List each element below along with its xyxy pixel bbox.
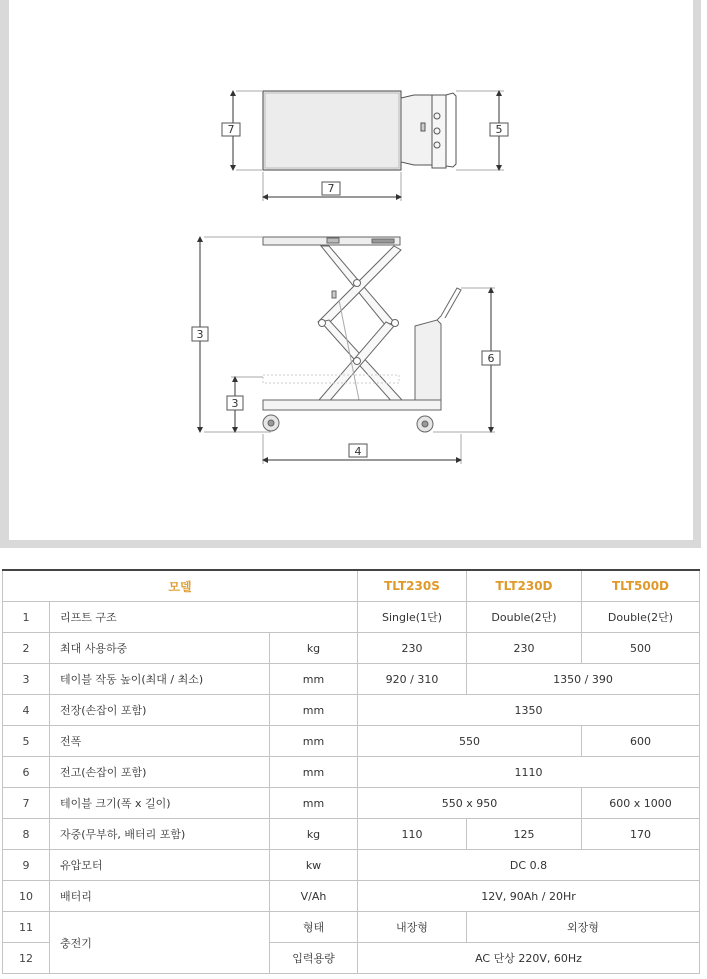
row-value: 12V, 90Ah / 20Hr: [358, 881, 700, 912]
model-column-header: TLT500D: [582, 570, 700, 602]
row-item: 전고(손잡이 포함): [50, 757, 270, 788]
model-header: 모델: [3, 570, 358, 602]
row-number: 12: [3, 943, 50, 974]
table-row: [3, 912, 700, 943]
row-value: 230: [467, 633, 582, 664]
spec-table: [2, 569, 700, 974]
row-value: 550: [358, 726, 582, 757]
table-row: [3, 664, 700, 695]
side-view-handle: [437, 288, 461, 320]
row-value: 550 x 950: [358, 788, 582, 819]
table-row: [3, 881, 700, 912]
side-view: [200, 237, 495, 464]
table-row: [3, 819, 700, 850]
top-view: [233, 91, 504, 201]
side-view-dim-max-height: [192, 327, 208, 341]
row-value: Single(1단): [358, 602, 467, 633]
model-column-header: TLT230S: [358, 570, 467, 602]
row-number: 9: [3, 850, 50, 881]
row-unit: mm: [270, 664, 358, 695]
row-item: 자중(무부하, 배터리 포함): [50, 819, 270, 850]
row-value: Double(2단): [467, 602, 582, 633]
row-number: 5: [3, 726, 50, 757]
row-value: 외장형: [467, 912, 700, 943]
row-item: 전폭: [50, 726, 270, 757]
dim-label: 7: [327, 182, 335, 195]
row-unit: kg: [270, 633, 358, 664]
row-unit: mm: [270, 788, 358, 819]
row-number: 8: [3, 819, 50, 850]
drawing-area: [9, 0, 693, 540]
row-value: 920 / 310: [358, 664, 467, 695]
row-unit: mm: [270, 726, 358, 757]
model-column-header: TLT230D: [467, 570, 582, 602]
table-row: [3, 695, 700, 726]
row-value: 500: [582, 633, 700, 664]
row-item: 테이블 크기(폭 x 길이): [50, 788, 270, 819]
row-item: 리프트 구조: [50, 602, 358, 633]
row-number: 3: [3, 664, 50, 695]
row-value: 125: [467, 819, 582, 850]
row-value: 1110: [358, 757, 700, 788]
row-unit: mm: [270, 757, 358, 788]
row-item: 배터리: [50, 881, 270, 912]
top-view-dim-height: [222, 123, 240, 136]
row-number: 10: [3, 881, 50, 912]
top-view-table: [263, 91, 401, 170]
table-row: [3, 726, 700, 757]
dim-label: 7: [227, 123, 235, 136]
table-row: [3, 633, 700, 664]
table-header-row: [3, 570, 700, 602]
row-unit: kg: [270, 819, 358, 850]
side-view-mast: [415, 320, 441, 400]
side-view-dim-min-height: [227, 396, 243, 410]
table-row: [3, 788, 700, 819]
row-value: Double(2단): [582, 602, 700, 633]
side-view-dim-handle-height: [482, 351, 500, 365]
technical-drawing: [9, 0, 693, 540]
dim-label: 3: [196, 328, 204, 341]
row-number: 6: [3, 757, 50, 788]
row-value: 내장형: [358, 912, 467, 943]
table-row: [3, 850, 700, 881]
table-row: [3, 757, 700, 788]
top-view-dim-handle: [490, 123, 508, 136]
row-value: 230: [358, 633, 467, 664]
dim-label: 3: [231, 397, 239, 410]
row-item: 유압모터: [50, 850, 270, 881]
top-view-base: [401, 95, 432, 165]
dim-label: 5: [495, 123, 503, 136]
dim-label: 6: [487, 352, 495, 365]
dim-label: 4: [354, 445, 362, 458]
top-view-handle: [446, 93, 456, 167]
row-item: 전장(손잡이 포함): [50, 695, 270, 726]
row-unit: V/Ah: [270, 881, 358, 912]
row-unit: mm: [270, 695, 358, 726]
row-value: AC 단상 220V, 60Hz: [358, 943, 700, 974]
row-value: 110: [358, 819, 467, 850]
side-view-dim-length: [349, 444, 367, 458]
row-number: 7: [3, 788, 50, 819]
row-item: 테이블 작동 높이(최대 / 최소): [50, 664, 270, 695]
side-view-base: [263, 400, 441, 410]
row-number: 2: [3, 633, 50, 664]
table-row: [3, 602, 700, 633]
row-unit: kw: [270, 850, 358, 881]
row-value: 170: [582, 819, 700, 850]
row-number: 1: [3, 602, 50, 633]
row-unit: 입력용량: [270, 943, 358, 974]
row-item: 충전기: [50, 912, 270, 974]
top-view-dim-width: [322, 182, 340, 195]
row-item: 최대 사용하중: [50, 633, 270, 664]
row-value: 1350: [358, 695, 700, 726]
row-number: 4: [3, 695, 50, 726]
row-value: 600: [582, 726, 700, 757]
row-value: 1350 / 390: [467, 664, 700, 695]
row-value: 600 x 1000: [582, 788, 700, 819]
row-number: 11: [3, 912, 50, 943]
row-value: DC 0.8: [358, 850, 700, 881]
row-unit: 형태: [270, 912, 358, 943]
